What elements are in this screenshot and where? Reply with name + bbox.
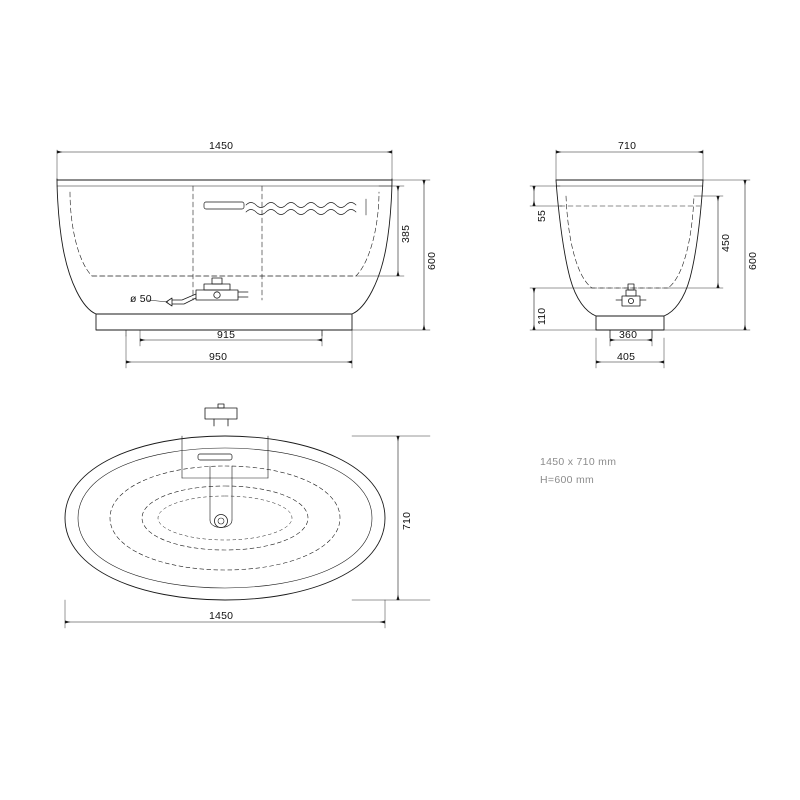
spec-size-note: 1450 x 710 mm	[540, 456, 617, 468]
dim-front-base-length-outer: 950	[209, 351, 228, 363]
top-plan-view	[65, 404, 430, 628]
drain-assembly	[166, 278, 248, 306]
dim-plan-overall-length: 1450	[209, 610, 234, 622]
spec-height-note: H=600 mm	[540, 474, 595, 486]
dim-side-overall-width: 710	[618, 140, 637, 152]
dim-front-overall-length: 1450	[209, 140, 234, 152]
dim-side-base-width-inner: 360	[619, 329, 638, 341]
front-elevation-view	[57, 150, 430, 368]
dim-front-inner-depth: 385	[400, 224, 412, 243]
dim-side-inner-height: 450	[720, 233, 732, 252]
inlet-fitting-detail	[205, 404, 237, 426]
dim-front-drain-diameter: ø 50	[130, 293, 152, 305]
dim-front-overall-height: 600	[426, 251, 438, 270]
dim-side-overall-height: 600	[747, 251, 759, 270]
drain-assembly-side	[616, 284, 646, 306]
dim-side-base-width-outer: 405	[617, 351, 636, 363]
side-elevation-view	[530, 150, 750, 368]
dim-plan-overall-width: 710	[401, 511, 413, 530]
dim-side-rim-offset: 55	[536, 209, 548, 222]
dim-front-base-length-inner: 915	[217, 329, 236, 341]
dim-side-base-height: 110	[536, 307, 548, 325]
